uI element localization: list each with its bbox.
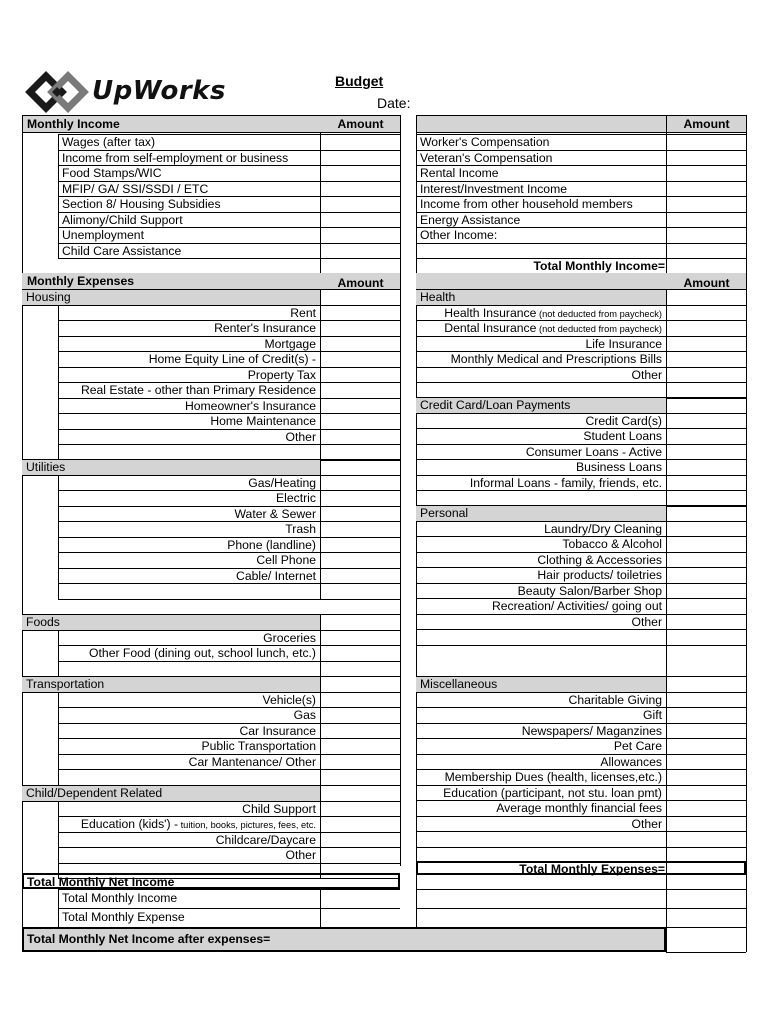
expense-item-child: Child Support — [242, 801, 316, 816]
row-rule — [58, 429, 400, 430]
income-amount-input-left[interactable] — [320, 227, 400, 243]
education-kids-label — [58, 817, 316, 831]
expense-amount-input-misc[interactable] — [666, 754, 746, 770]
income-amount-input-right[interactable] — [666, 134, 746, 150]
expense-amount-input-health[interactable] — [666, 320, 746, 336]
row-rule — [416, 552, 746, 553]
expense-item-utilities: Phone (landline) — [227, 537, 316, 552]
expense-item-utilities: Water & Sewer — [234, 506, 316, 521]
income-item-right: Veteran's Compensation — [420, 150, 553, 165]
row-rule — [416, 132, 746, 133]
income-amount-input-right[interactable] — [666, 181, 746, 197]
ins2-note: (not deducted from paycheck) — [536, 324, 662, 334]
expense-item-misc: Gift — [643, 708, 662, 722]
expense-amount-input-transportation[interactable] — [320, 738, 400, 754]
expense-item-misc: Membership Dues (health, licenses,etc.) — [444, 770, 662, 784]
expense-amount-input-child[interactable] — [320, 816, 400, 832]
expense-amount-input-housing[interactable] — [320, 336, 400, 352]
expense-amount-input-health[interactable] — [666, 305, 746, 321]
row-rule — [58, 863, 400, 864]
income-amount-input-right[interactable] — [666, 212, 746, 228]
row-rule — [416, 536, 746, 537]
expense-amount-input-misc[interactable] — [666, 723, 746, 739]
income-item-left: Section 8/ Housing Subsidies — [62, 197, 221, 211]
expense-amount-input-housing[interactable] — [320, 429, 400, 445]
logo-icon — [24, 70, 90, 114]
expense-amount-input-misc[interactable] — [666, 738, 746, 754]
income-amount-input-left[interactable] — [320, 165, 400, 181]
row-rule — [416, 800, 746, 801]
expense-item-misc: Average monthly financial fees — [496, 801, 662, 815]
row-rule — [416, 521, 746, 522]
row-rule — [416, 676, 746, 677]
row-rule — [416, 305, 746, 306]
row-rule — [416, 567, 746, 568]
expense-item-personal: Beauty Salon/Barber Shop — [517, 583, 662, 598]
expense-item-personal: Hair products/ toiletries — [537, 568, 662, 582]
row-rule — [58, 413, 400, 414]
expense-item-personal: Laundry/Dry Cleaning — [544, 521, 662, 536]
expenses-amount-label-right: Amount — [683, 276, 730, 290]
row-rule — [58, 754, 400, 755]
expense-amount-input-health[interactable] — [666, 336, 746, 352]
expense-amount-input-utilities[interactable] — [320, 552, 400, 568]
expense-amount-input-personal[interactable] — [666, 567, 746, 583]
row-rule — [58, 630, 400, 631]
expense-item-personal: Recreation/ Activities/ going out — [491, 599, 662, 613]
row-rule — [22, 785, 400, 786]
row-rule — [22, 459, 400, 460]
row-rule — [58, 801, 400, 802]
row-rule — [416, 614, 746, 615]
net-total-income-input[interactable] — [320, 889, 400, 908]
expense-amount-input-housing[interactable] — [320, 398, 400, 414]
expense-item-credit: Student Loans — [583, 429, 662, 443]
expense-item-credit: Informal Loans - family, friends, etc. — [469, 475, 662, 490]
expense-item-child: Other — [285, 848, 316, 862]
expense-item-health: Monthly Medical and Prescriptions Bills — [450, 352, 662, 366]
expense-amount-input-housing[interactable] — [320, 367, 400, 383]
row-rule — [666, 952, 746, 953]
row-rule — [416, 754, 746, 755]
expense-item-housing: Home Equity Line of Credit(s) - — [148, 352, 316, 366]
row-rule — [58, 134, 400, 135]
column-rule — [320, 459, 321, 599]
expense-item-housing: Renter's Insurance — [214, 321, 316, 335]
expense-amount-input-utilities[interactable] — [320, 490, 400, 506]
row-rule — [58, 367, 400, 368]
row-rule — [416, 723, 746, 724]
expenses-amount-label: Amount — [337, 276, 384, 290]
expense-amount-input-misc[interactable] — [666, 707, 746, 723]
row-rule — [416, 505, 746, 506]
row-rule — [22, 132, 400, 133]
row-rule — [416, 351, 746, 352]
expense-amount-input-housing[interactable] — [320, 382, 400, 398]
row-rule — [58, 769, 400, 770]
income-item-right: Rental Income — [420, 166, 499, 180]
expense-item-personal: Clothing & Accessories — [537, 552, 662, 567]
row-rule — [416, 692, 746, 693]
column-rule — [58, 630, 59, 677]
row-rule — [58, 832, 400, 833]
row-rule — [58, 243, 400, 244]
section-label-child: Child/Dependent Related — [26, 786, 163, 800]
expense-item-misc: Newspapers/ Maganzines — [521, 723, 662, 738]
column-rule — [320, 676, 321, 785]
expense-amount-input-credit[interactable] — [666, 413, 746, 429]
expense-amount-input-transportation[interactable] — [320, 692, 400, 708]
income-amount-label-right: Amount — [683, 117, 730, 131]
row-rule — [58, 738, 400, 739]
row-rule — [58, 227, 400, 228]
health-ins2-label — [416, 321, 662, 335]
expense-item-child: Childcare/Daycare — [215, 832, 316, 847]
expense-amount-input-housing[interactable] — [320, 351, 400, 367]
row-rule — [416, 227, 746, 228]
row-rule — [416, 738, 746, 739]
section-label-misc: Miscellaneous — [420, 677, 498, 691]
expense-amount-input-foods[interactable] — [320, 630, 400, 646]
net-total-expense-label: Total Monthly Expense — [62, 910, 185, 924]
row-rule — [58, 847, 400, 848]
income-amount-input-left[interactable] — [320, 150, 400, 166]
row-rule — [58, 336, 400, 337]
expense-item-misc: Charitable Giving — [568, 692, 662, 707]
income-item-right: Interest/Investment Income — [420, 181, 567, 196]
expense-item-foods: Other Food (dining out, school lunch, etc.) — [89, 646, 316, 660]
expense-item-foods: Groceries — [263, 630, 316, 645]
row-rule — [22, 614, 400, 615]
income-item-right: Worker's Compensation — [420, 135, 550, 149]
income-amount-input-left[interactable] — [320, 134, 400, 150]
row-rule — [58, 723, 400, 724]
column-rule — [58, 889, 59, 927]
expense-amount-input-personal[interactable] — [666, 536, 746, 552]
row-rule — [58, 305, 400, 306]
expense-item-housing: Property Tax — [247, 367, 316, 382]
net-income-heading: Total Monthly Net Income — [27, 875, 175, 889]
row-rule — [58, 568, 400, 569]
expense-amount-input-utilities[interactable] — [320, 475, 400, 491]
expense-amount-input-credit[interactable] — [666, 475, 746, 491]
expense-amount-input-misc[interactable] — [666, 692, 746, 708]
column-rule — [58, 692, 59, 785]
expense-item-housing: Homeowner's Insurance — [184, 398, 316, 413]
expense-item-transportation: Vehicle(s) — [262, 692, 316, 707]
expense-amount-input-personal[interactable] — [666, 614, 746, 630]
income-amount-input-left[interactable] — [320, 243, 400, 259]
row-rule — [58, 181, 400, 182]
expense-amount-input-credit[interactable] — [666, 428, 746, 444]
row-rule — [22, 115, 400, 116]
expense-item-credit: Credit Card(s) — [585, 413, 662, 428]
expense-amount-input-transportation[interactable] — [320, 754, 400, 770]
row-rule — [58, 521, 400, 522]
row-rule — [58, 150, 400, 151]
column-rule — [58, 305, 59, 460]
income-item-left: Income from self-employment or business — [62, 150, 289, 165]
row-rule — [58, 692, 400, 693]
expense-item-transportation: Car Insurance — [239, 723, 316, 738]
expense-item-housing: Other — [285, 429, 316, 444]
row-rule — [58, 707, 400, 708]
row-rule — [58, 583, 400, 584]
row-rule — [58, 258, 400, 259]
row-rule — [416, 769, 746, 770]
expense-item-transportation: Gas — [293, 708, 316, 722]
page-title: Budget — [335, 73, 384, 89]
column-rule — [58, 475, 59, 599]
expense-amount-input-personal[interactable] — [666, 583, 746, 599]
expense-item-personal: Other — [631, 614, 662, 629]
row-rule — [58, 320, 400, 321]
row-rule — [58, 212, 400, 213]
column-rule — [400, 115, 401, 866]
section-label-utilities: Utilities — [26, 460, 66, 474]
section-band-foods — [22, 614, 320, 630]
expense-item-housing: Home Maintenance — [210, 414, 316, 428]
row-rule — [416, 181, 746, 182]
section-label-housing: Housing — [26, 290, 71, 304]
section-band-utilities — [22, 459, 320, 475]
row-rule — [416, 629, 746, 630]
expense-item-personal: Tobacco & Alcohol — [562, 537, 662, 551]
expense-item-transportation: Car Mantenance/ Other — [188, 754, 316, 769]
ins2-main: Dental Insurance — [444, 321, 537, 335]
expense-item-misc: Other — [631, 816, 662, 831]
column-rule — [58, 801, 59, 879]
row-rule — [58, 475, 400, 476]
row-rule — [416, 459, 746, 460]
row-rule — [416, 150, 746, 151]
expense-item-housing: Rent — [290, 305, 316, 320]
education-kids-note: tuition, books, pictures, fees, etc. — [178, 820, 316, 830]
education-kids-main: Education (kids') - — [80, 817, 179, 831]
row-rule — [58, 490, 400, 491]
column-rule — [320, 614, 321, 676]
total-monthly-income-label: Total Monthly Income= — [533, 259, 665, 273]
row-rule — [58, 537, 400, 538]
expense-amount-input-health[interactable] — [666, 351, 746, 367]
row-rule — [58, 398, 400, 399]
row-rule — [58, 661, 400, 662]
expense-amount-input-housing[interactable] — [320, 413, 400, 429]
row-rule — [416, 816, 746, 817]
expense-amount-input-health[interactable] — [666, 367, 746, 383]
row-rule — [416, 115, 746, 116]
row-rule — [416, 212, 746, 213]
column-rule — [746, 115, 747, 952]
income-item-right: Energy Assistance — [420, 212, 521, 227]
row-rule — [58, 599, 400, 600]
row-rule — [416, 645, 746, 646]
row-rule — [416, 367, 746, 368]
income-item-left: Unemployment — [62, 228, 144, 242]
row-rule — [416, 320, 746, 321]
row-rule — [416, 336, 746, 337]
expense-amount-input-credit[interactable] — [666, 459, 746, 475]
expense-amount-input-personal[interactable] — [666, 598, 746, 614]
income-amount-input-right[interactable] — [666, 150, 746, 166]
expense-amount-input-housing[interactable] — [320, 305, 400, 321]
ins1-note: (not deducted from paycheck) — [536, 308, 662, 319]
expense-amount-input-personal[interactable] — [666, 521, 746, 537]
income-amount-input-left[interactable] — [320, 212, 400, 228]
row-rule — [416, 475, 746, 476]
expense-item-utilities: Cell Phone — [256, 553, 316, 567]
net-total-income-label: Total Monthly Income — [62, 891, 178, 905]
total-monthly-expenses-label: Total Monthly Expenses= — [519, 862, 665, 876]
row-rule — [416, 243, 746, 244]
expense-amount-input-utilities[interactable] — [320, 521, 400, 537]
income-item-left: Alimony/Child Support — [62, 212, 183, 227]
row-rule — [416, 490, 746, 491]
final-net-input[interactable] — [666, 927, 746, 952]
expense-amount-input-misc[interactable] — [666, 785, 746, 801]
expense-amount-input-personal[interactable] — [666, 552, 746, 568]
expense-amount-input-misc[interactable] — [666, 769, 746, 785]
expense-item-health: Life Insurance — [585, 336, 662, 351]
row-rule — [416, 165, 746, 166]
row-rule — [58, 816, 400, 817]
row-rule — [416, 831, 746, 832]
column-rule — [320, 132, 321, 274]
income-amount-input-right[interactable] — [666, 165, 746, 181]
expense-amount-input-housing[interactable] — [320, 320, 400, 336]
brand-name: UpWorks — [92, 76, 226, 106]
row-rule — [416, 397, 746, 398]
income-amount-input-right[interactable] — [666, 196, 746, 212]
expense-amount-input-utilities[interactable] — [320, 568, 400, 584]
row-rule — [22, 676, 400, 677]
income-item-left: MFIP/ GA/ SSI/SSDI / ETC — [62, 181, 209, 196]
expense-item-housing: Real Estate - other than Primary Residence — [80, 383, 316, 397]
section-label-credit: Credit Card/Loan Payments — [420, 398, 571, 412]
row-rule — [58, 552, 400, 553]
row-rule — [416, 134, 746, 135]
row-rule — [416, 598, 746, 599]
expense-item-utilities: Cable/ Internet — [236, 568, 316, 583]
row-rule — [416, 382, 746, 383]
expense-item-utilities: Electric — [276, 491, 316, 505]
ins1-main: Health Insurance — [444, 305, 537, 320]
expense-amount-input-child[interactable] — [320, 847, 400, 863]
income-amount-input-left[interactable] — [320, 181, 400, 197]
section-label-foods: Foods — [26, 615, 60, 629]
section-label-health: Health — [420, 290, 456, 304]
expense-item-utilities: Trash — [285, 522, 316, 536]
expense-amount-input-foods[interactable] — [320, 645, 400, 661]
row-rule — [58, 196, 400, 197]
final-net-label: Total Monthly Net Income after expenses= — [27, 932, 271, 946]
income-item-right: Income from other household members — [420, 197, 633, 211]
row-rule — [416, 785, 746, 786]
income-item-left: Wages (after tax) — [62, 135, 156, 149]
section-label-personal: Personal — [420, 506, 469, 520]
net-total-expense-input[interactable] — [320, 908, 400, 927]
income-amount-label: Amount — [337, 117, 384, 131]
row-rule — [58, 645, 400, 646]
row-rule — [416, 196, 746, 197]
row-rule — [416, 847, 746, 848]
column-rule — [320, 289, 321, 460]
row-rule — [416, 444, 746, 445]
expense-item-misc: Education (participant, not stu. loan pmt) — [443, 785, 662, 800]
section-label-transportation: Transportation — [26, 677, 105, 691]
row-rule — [58, 506, 400, 507]
upworks-logo — [24, 70, 236, 114]
income-heading: Monthly Income — [27, 117, 120, 131]
expense-item-utilities: Gas/Heating — [248, 475, 316, 490]
expense-amount-input-child[interactable] — [320, 801, 400, 817]
row-rule — [416, 889, 746, 890]
expense-item-transportation: Public Transportation — [201, 739, 316, 753]
expense-amount-input-utilities[interactable] — [320, 506, 400, 522]
row-rule — [416, 428, 746, 429]
income-item-left: Child Care Assistance — [62, 243, 182, 258]
expense-amount-input-child[interactable] — [320, 832, 400, 848]
row-rule — [58, 351, 400, 352]
income-item-right: Other Income: — [420, 228, 498, 242]
expense-item-misc: Allowances — [600, 754, 662, 769]
expense-item-health: Other — [631, 367, 662, 382]
income-amount-input-right[interactable] — [666, 227, 746, 243]
row-rule — [416, 908, 746, 909]
column-rule — [22, 115, 23, 952]
row-rule — [58, 382, 400, 383]
expense-item-misc: Pet Care — [613, 739, 662, 753]
expense-item-credit: Consumer Loans - Active — [525, 444, 662, 459]
expense-amount-input-transportation[interactable] — [320, 707, 400, 723]
expense-item-credit: Business Loans — [575, 460, 662, 474]
expense-amount-input-misc[interactable] — [666, 816, 746, 832]
income-amount-input-left[interactable] — [320, 196, 400, 212]
income-item-left: Food Stamps/WIC — [62, 166, 162, 180]
column-rule — [58, 134, 59, 258]
expense-item-housing: Mortgage — [264, 336, 316, 351]
row-rule — [416, 413, 746, 414]
expense-amount-input-utilities[interactable] — [320, 537, 400, 553]
column-rule — [320, 785, 321, 878]
expense-amount-input-transportation[interactable] — [320, 723, 400, 739]
date-label: Date: — [377, 95, 411, 111]
row-rule — [58, 165, 400, 166]
row-rule — [58, 444, 400, 445]
expenses-heading: Monthly Expenses — [27, 274, 135, 288]
row-rule — [416, 583, 746, 584]
row-rule — [416, 707, 746, 708]
health-ins1-label — [416, 306, 662, 320]
expense-amount-input-credit[interactable] — [666, 444, 746, 460]
expense-amount-input-misc[interactable] — [666, 800, 746, 816]
